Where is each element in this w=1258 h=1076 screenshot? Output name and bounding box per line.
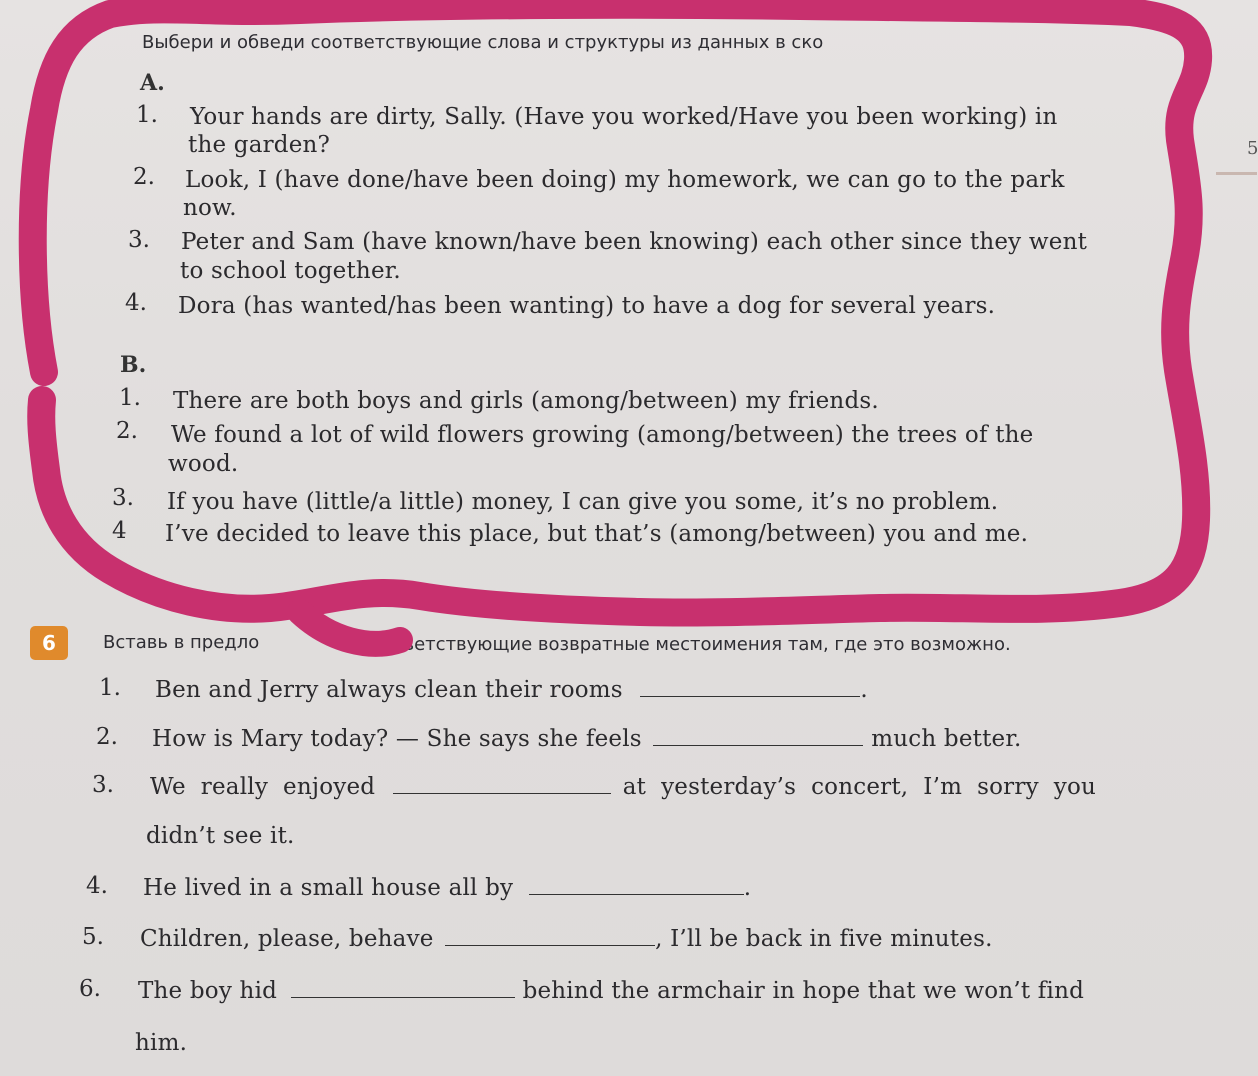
- ex6-item-6-line2: him.: [135, 1030, 188, 1056]
- ex6-item-2-after: much better.: [871, 726, 1022, 752]
- ex6-item-6-before: The boy hid: [138, 978, 278, 1004]
- section-a-item-2-line2: now.: [183, 195, 237, 221]
- section-b-label: B.: [120, 352, 147, 378]
- ex6-item-3-before: We really enjoyed: [150, 774, 376, 800]
- exercise-6-instruction-right: ответствующие возвратные местоимения там, где это возможно.: [382, 634, 1011, 655]
- section-a-item-4-line1: Dora (has wanted/has been wanting) to have a dog for several years.: [178, 293, 996, 319]
- ex6-item-5-before: Children, please, behave: [140, 926, 434, 952]
- section-a-item-1-line1: Your hands are dirty, Sally. (Have you worked/Have you been working) in: [190, 104, 1058, 130]
- item-number: 2.: [116, 418, 138, 444]
- item-number: 4.: [86, 873, 108, 899]
- ex6-item-1-after: .: [860, 677, 868, 703]
- section-b-item-3: If you have (little/a little) money, I can give you some, it’s no problem.: [167, 489, 999, 515]
- ex6-item-4-after: .: [743, 875, 752, 901]
- section-a-label: A.: [140, 70, 165, 96]
- item-number: 1.: [99, 675, 121, 701]
- exercise-6-number-badge: 6: [30, 626, 68, 660]
- item-number: 3.: [92, 772, 114, 798]
- ex6-item-4-before: He lived in a small house all by: [143, 875, 514, 901]
- section-a-item-1-line2: the garden?: [188, 132, 331, 158]
- section-a-item-2-line1: Look, I (have done/have been doing) my homework, we can go to the park: [185, 167, 1065, 193]
- item-number: 3.: [112, 485, 134, 511]
- item-number: 4.: [125, 290, 147, 316]
- ex6-item-1-before: Ben and Jerry always clean their rooms: [155, 677, 623, 703]
- section-a-item-3-line1: Peter and Sam (have known/have been knowing) each other since they went: [181, 229, 1088, 255]
- item-number: 1.: [136, 102, 158, 128]
- exercise-5-instruction: Выбери и обведи соответствующие слова и структуры из данных в ско: [142, 32, 824, 53]
- item-number: 3.: [128, 227, 150, 253]
- item-number: 2.: [96, 724, 118, 750]
- item-number: 5.: [82, 924, 104, 950]
- item-number: 6.: [79, 976, 101, 1002]
- ex6-item-6-after: behind the armchair in hope that we won’t find: [522, 978, 1085, 1004]
- section-a-item-3-line2: to school together.: [180, 258, 401, 284]
- item-number: 4: [112, 518, 127, 544]
- ex6-item-2-before: How is Mary today? — She says she feels: [152, 726, 642, 752]
- section-b-item-1: There are both boys and girls (among/between) my friends.: [173, 388, 879, 414]
- section-b-item-4: I’ve decided to leave this place, but that’s (among/between) you and me.: [165, 521, 1029, 547]
- section-b-item-2-line1: We found a lot of wild flowers growing (among/between) the trees of the: [171, 422, 1034, 448]
- ex6-item-5-after: , I’ll be back in five minutes.: [655, 926, 993, 952]
- ex6-item-3-line2: didn’t see it.: [146, 823, 295, 849]
- ex6-item-3-after: at yesterday’s concert, I’m sorry you: [622, 774, 1097, 800]
- exercise-6-instruction-left: Вставь в предло: [103, 632, 260, 653]
- item-number: 1.: [119, 385, 141, 411]
- section-b-item-2-line2: wood.: [168, 451, 239, 477]
- item-number: 2.: [133, 164, 155, 190]
- edge-page-number: 5: [1247, 138, 1258, 159]
